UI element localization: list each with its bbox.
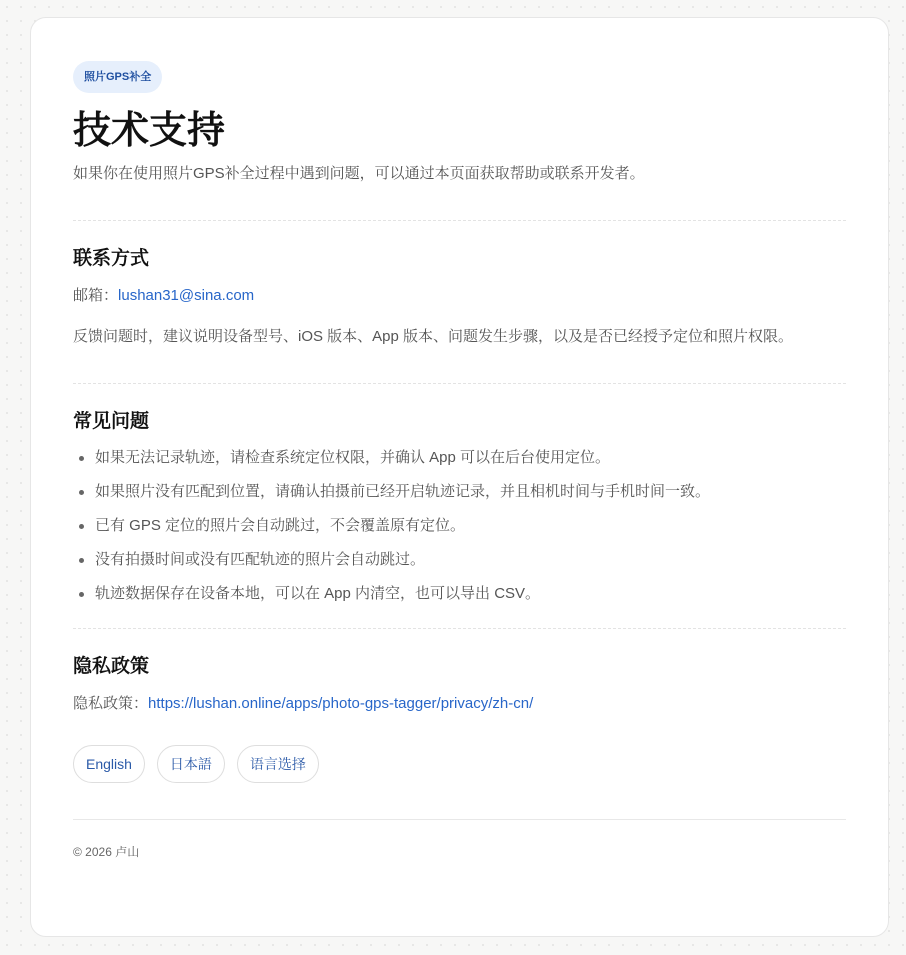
lang-english-button[interactable]: English [73,745,145,783]
section-divider [73,383,846,384]
faq-heading: 常见问题 [73,411,150,432]
section-divider [73,220,846,221]
app-badge: 照片GPS补全 [73,61,162,93]
privacy-label: 隐私政策： [73,695,149,712]
email-label: 邮箱： [73,287,119,304]
section-divider [73,628,846,629]
faq-list [73,447,846,605]
feedback-note: 反馈问题时，建议说明设备型号、iOS 版本、App 版本、问题发生步骤，以及是否已经授予定位和照片权限。 [73,328,794,345]
faq-item: 没有拍摄时间或没有匹配轨迹的照片会自动跳过。 [73,549,846,571]
footer-divider [73,819,846,820]
language-switcher [73,745,846,783]
lang-select-button[interactable]: 语言选择 [237,745,319,783]
email-link[interactable]: lushan31@sina.com [118,287,255,304]
faq-item: 如果无法记录轨迹，请检查系统定位权限，并确认 App 可以在后台使用定位。 [73,447,846,469]
intro-text: 如果你在使用照片GPS补全过程中遇到问题，可以通过本页面获取帮助或联系开发者。 [73,165,645,182]
page-title: 技术支持 [73,110,226,152]
privacy-row [73,693,846,715]
faq-item: 轨迹数据保存在设备本地，可以在 App 内清空，也可以导出 CSV。 [73,583,846,605]
email-row [73,285,846,307]
support-card [30,17,889,937]
privacy-link[interactable]: https://lushan.online/apps/photo-gps-tagger/privacy/zh-cn/ [148,695,534,712]
faq-item: 已有 GPS 定位的照片会自动跳过，不会覆盖原有定位。 [73,515,846,537]
lang-japanese-button[interactable]: 日本語 [157,745,225,783]
contact-heading: 联系方式 [73,248,150,269]
faq-item: 如果照片没有匹配到位置，请确认拍摄前已经开启轨迹记录，并且相机时间与手机时间一致。 [73,481,846,503]
privacy-heading: 隐私政策 [73,656,150,677]
copyright: © 2026 卢山 [73,845,140,859]
